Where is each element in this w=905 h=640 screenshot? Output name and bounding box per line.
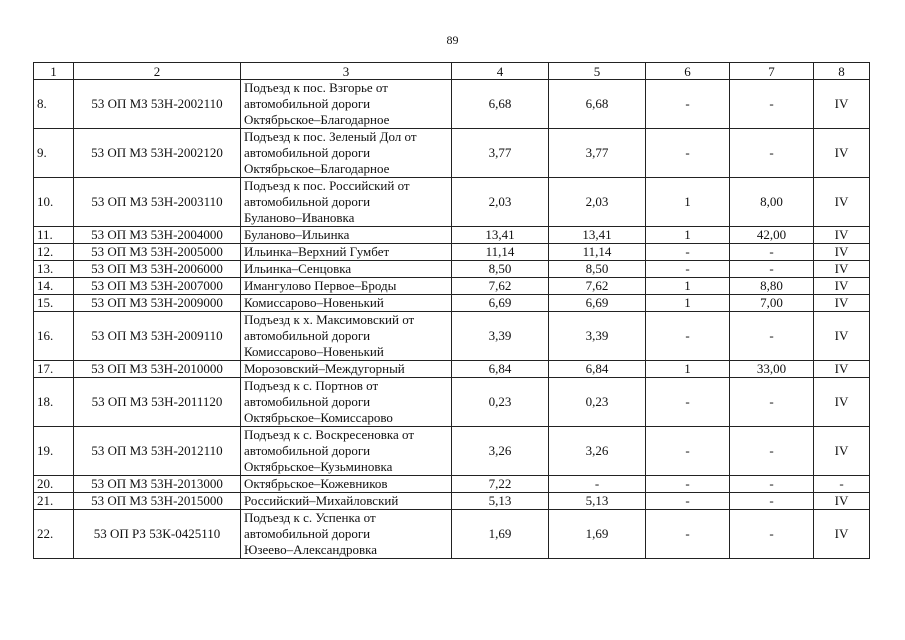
- cell-col7: -: [730, 129, 814, 178]
- road-code: 53 ОП МЗ 53Н-2013000: [74, 476, 241, 493]
- road-name-line: Морозовский–Междугорный: [244, 361, 405, 376]
- cell-col5: 1,69: [549, 510, 646, 559]
- road-name-line: автомобильной дороги: [244, 443, 371, 458]
- road-name: [241, 476, 452, 493]
- cell-col7: -: [730, 261, 814, 278]
- cell-col5: 5,13: [549, 493, 646, 510]
- cell-col6: 1: [646, 295, 730, 312]
- road-code: 53 ОП МЗ 53Н-2015000: [74, 493, 241, 510]
- cell-col7: -: [730, 510, 814, 559]
- cell-col7: -: [730, 244, 814, 261]
- road-name: [241, 427, 452, 476]
- cell-col7: 33,00: [730, 361, 814, 378]
- road-name: [241, 361, 452, 378]
- cell-col4: 5,13: [452, 493, 549, 510]
- road-name-line: Подъезд к с. Портнов от: [244, 378, 379, 393]
- cell-col8: IV: [814, 261, 870, 278]
- table-row: [34, 278, 870, 295]
- cell-col5: 0,23: [549, 378, 646, 427]
- road-name-line: Октябрьское–Кожевников: [244, 476, 388, 491]
- table-row: [34, 427, 870, 476]
- road-code: 53 ОП МЗ 53Н-2002110: [74, 80, 241, 129]
- road-name-line: Комиссарово–Новенький: [244, 295, 384, 310]
- cell-col8: IV: [814, 278, 870, 295]
- road-name-line: Буланово–Ильинка: [244, 227, 350, 242]
- road-name: [241, 261, 452, 278]
- road-name-line: Октябрьское–Благодарное: [244, 112, 390, 127]
- cell-col6: -: [646, 427, 730, 476]
- road-name-line: Подъезд к пос. Взгорье от: [244, 80, 388, 95]
- col-header: 4: [452, 63, 549, 80]
- cell-col8: IV: [814, 427, 870, 476]
- road-name: [241, 278, 452, 295]
- road-name-line: Подъезд к пос. Российский от: [244, 178, 410, 193]
- col-header: 1: [34, 63, 74, 80]
- road-name: [241, 510, 452, 559]
- row-number: 19.: [34, 427, 74, 476]
- cell-col5: 3,39: [549, 312, 646, 361]
- road-name-line: Ильинка–Верхний Гумбет: [244, 244, 390, 259]
- road-code: 53 ОП МЗ 53Н-2012110: [74, 427, 241, 476]
- cell-col7: 8,80: [730, 278, 814, 295]
- cell-col7: -: [730, 476, 814, 493]
- cell-col8: -: [814, 476, 870, 493]
- road-name: [241, 178, 452, 227]
- cell-col4: 3,39: [452, 312, 549, 361]
- cell-col6: -: [646, 261, 730, 278]
- table-row: [34, 227, 870, 244]
- road-name-line: Подъезд к с. Успенка от: [244, 510, 376, 525]
- table-row: [34, 178, 870, 227]
- table-body: [34, 80, 870, 559]
- cell-col7: -: [730, 378, 814, 427]
- cell-col6: -: [646, 80, 730, 129]
- cell-col4: 3,77: [452, 129, 549, 178]
- cell-col4: 0,23: [452, 378, 549, 427]
- row-number: 15.: [34, 295, 74, 312]
- cell-col4: 6,69: [452, 295, 549, 312]
- table-row: [34, 80, 870, 129]
- road-name-line: Подъезд к пос. Зеленый Дол от: [244, 129, 417, 144]
- cell-col6: -: [646, 378, 730, 427]
- page-number: 89: [446, 33, 459, 47]
- road-code: 53 ОП МЗ 53Н-2011120: [74, 378, 241, 427]
- cell-col8: IV: [814, 361, 870, 378]
- cell-col7: -: [730, 80, 814, 129]
- roads-table: [33, 62, 870, 559]
- cell-col5: 11,14: [549, 244, 646, 261]
- col-header: 2: [74, 63, 241, 80]
- cell-col6: -: [646, 312, 730, 361]
- road-code: 53 ОП МЗ 53Н-2007000: [74, 278, 241, 295]
- cell-col6: -: [646, 476, 730, 493]
- road-name-line: Октябрьское–Благодарное: [244, 161, 390, 176]
- cell-col5: 3,77: [549, 129, 646, 178]
- cell-col4: 7,62: [452, 278, 549, 295]
- road-name-line: автомобильной дороги: [244, 194, 371, 209]
- road-code: 53 ОП МЗ 53Н-2005000: [74, 244, 241, 261]
- table-row: [34, 361, 870, 378]
- col-header: 7: [730, 63, 814, 80]
- road-name-line: Буланово–Ивановка: [244, 210, 355, 225]
- col-header: 3: [241, 63, 452, 80]
- cell-col8: IV: [814, 178, 870, 227]
- cell-col6: 1: [646, 278, 730, 295]
- road-name-line: Российский–Михайловский: [244, 493, 399, 508]
- cell-col7: -: [730, 493, 814, 510]
- table-row: [34, 295, 870, 312]
- cell-col6: 1: [646, 361, 730, 378]
- cell-col4: 13,41: [452, 227, 549, 244]
- road-code: 53 ОП МЗ 53Н-2004000: [74, 227, 241, 244]
- road-name-line: Ильинка–Сенцовка: [244, 261, 352, 276]
- road-name: [241, 295, 452, 312]
- table-row: [34, 378, 870, 427]
- cell-col8: IV: [814, 378, 870, 427]
- road-name-line: автомобильной дороги: [244, 526, 371, 541]
- table-row: [34, 510, 870, 559]
- road-name-line: автомобильной дороги: [244, 96, 371, 111]
- row-number: 21.: [34, 493, 74, 510]
- table-row: [34, 476, 870, 493]
- cell-col7: 7,00: [730, 295, 814, 312]
- road-name-line: Имангулово Первое–Броды: [244, 278, 397, 293]
- row-number: 10.: [34, 178, 74, 227]
- cell-col7: -: [730, 427, 814, 476]
- cell-col8: IV: [814, 244, 870, 261]
- road-name: [241, 378, 452, 427]
- row-number: 13.: [34, 261, 74, 278]
- row-number: 17.: [34, 361, 74, 378]
- road-name-line: автомобильной дороги: [244, 145, 371, 160]
- road-name-line: автомобильной дороги: [244, 328, 371, 343]
- cell-col4: 2,03: [452, 178, 549, 227]
- road-name: [241, 493, 452, 510]
- road-name-line: Юзеево–Александровка: [244, 542, 378, 557]
- road-name: [241, 244, 452, 261]
- row-number: 20.: [34, 476, 74, 493]
- cell-col4: 3,26: [452, 427, 549, 476]
- table-row: [34, 312, 870, 361]
- road-code: 53 ОП РЗ 53К-0425110: [74, 510, 241, 559]
- road-name-line: Комиссарово–Новенький: [244, 344, 384, 359]
- road-name: [241, 312, 452, 361]
- cell-col5: 6,84: [549, 361, 646, 378]
- cell-col4: 11,14: [452, 244, 549, 261]
- table-row: [34, 244, 870, 261]
- road-code: 53 ОП МЗ 53Н-2009110: [74, 312, 241, 361]
- road-name-line: Октябрьское–Кузьминовка: [244, 459, 393, 474]
- cell-col8: IV: [814, 295, 870, 312]
- row-number: 9.: [34, 129, 74, 178]
- cell-col4: 6,68: [452, 80, 549, 129]
- table-row: [34, 129, 870, 178]
- col-header: 8: [814, 63, 870, 80]
- road-code: 53 ОП МЗ 53Н-2003110: [74, 178, 241, 227]
- road-name: [241, 227, 452, 244]
- road-name-line: автомобильной дороги: [244, 394, 371, 409]
- road-code: 53 ОП МЗ 53Н-2010000: [74, 361, 241, 378]
- cell-col6: -: [646, 244, 730, 261]
- cell-col5: 3,26: [549, 427, 646, 476]
- road-name-line: Подъезд к с. Воскресеновка от: [244, 427, 414, 442]
- cell-col6: -: [646, 510, 730, 559]
- road-name-line: Подъезд к х. Максимовский от: [244, 312, 415, 327]
- cell-col8: IV: [814, 493, 870, 510]
- cell-col6: 1: [646, 178, 730, 227]
- col-header: 6: [646, 63, 730, 80]
- cell-col8: IV: [814, 129, 870, 178]
- cell-col7: -: [730, 312, 814, 361]
- cell-col7: 42,00: [730, 227, 814, 244]
- row-number: 12.: [34, 244, 74, 261]
- row-number: 14.: [34, 278, 74, 295]
- cell-col5: -: [549, 476, 646, 493]
- row-number: 16.: [34, 312, 74, 361]
- cell-col5: 6,69: [549, 295, 646, 312]
- row-number: 8.: [34, 80, 74, 129]
- cell-col5: 8,50: [549, 261, 646, 278]
- cell-col5: 2,03: [549, 178, 646, 227]
- road-code: 53 ОП МЗ 53Н-2002120: [74, 129, 241, 178]
- cell-col4: 1,69: [452, 510, 549, 559]
- cell-col8: IV: [814, 227, 870, 244]
- table-row: [34, 261, 870, 278]
- road-code: 53 ОП МЗ 53Н-2006000: [74, 261, 241, 278]
- cell-col4: 7,22: [452, 476, 549, 493]
- row-number: 22.: [34, 510, 74, 559]
- cell-col4: 8,50: [452, 261, 549, 278]
- col-header: 5: [549, 63, 646, 80]
- cell-col5: 6,68: [549, 80, 646, 129]
- cell-col8: IV: [814, 510, 870, 559]
- row-number: 18.: [34, 378, 74, 427]
- table-row: [34, 493, 870, 510]
- cell-col5: 7,62: [549, 278, 646, 295]
- cell-col4: 6,84: [452, 361, 549, 378]
- cell-col6: -: [646, 493, 730, 510]
- road-code: 53 ОП МЗ 53Н-2009000: [74, 295, 241, 312]
- cell-col5: 13,41: [549, 227, 646, 244]
- row-number: 11.: [34, 227, 74, 244]
- cell-col6: 1: [646, 227, 730, 244]
- cell-col8: IV: [814, 80, 870, 129]
- road-name: [241, 80, 452, 129]
- header-row: [34, 63, 870, 80]
- road-name: [241, 129, 452, 178]
- cell-col6: -: [646, 129, 730, 178]
- cell-col8: IV: [814, 312, 870, 361]
- cell-col7: 8,00: [730, 178, 814, 227]
- road-name-line: Октябрьское–Комиссарово: [244, 410, 393, 425]
